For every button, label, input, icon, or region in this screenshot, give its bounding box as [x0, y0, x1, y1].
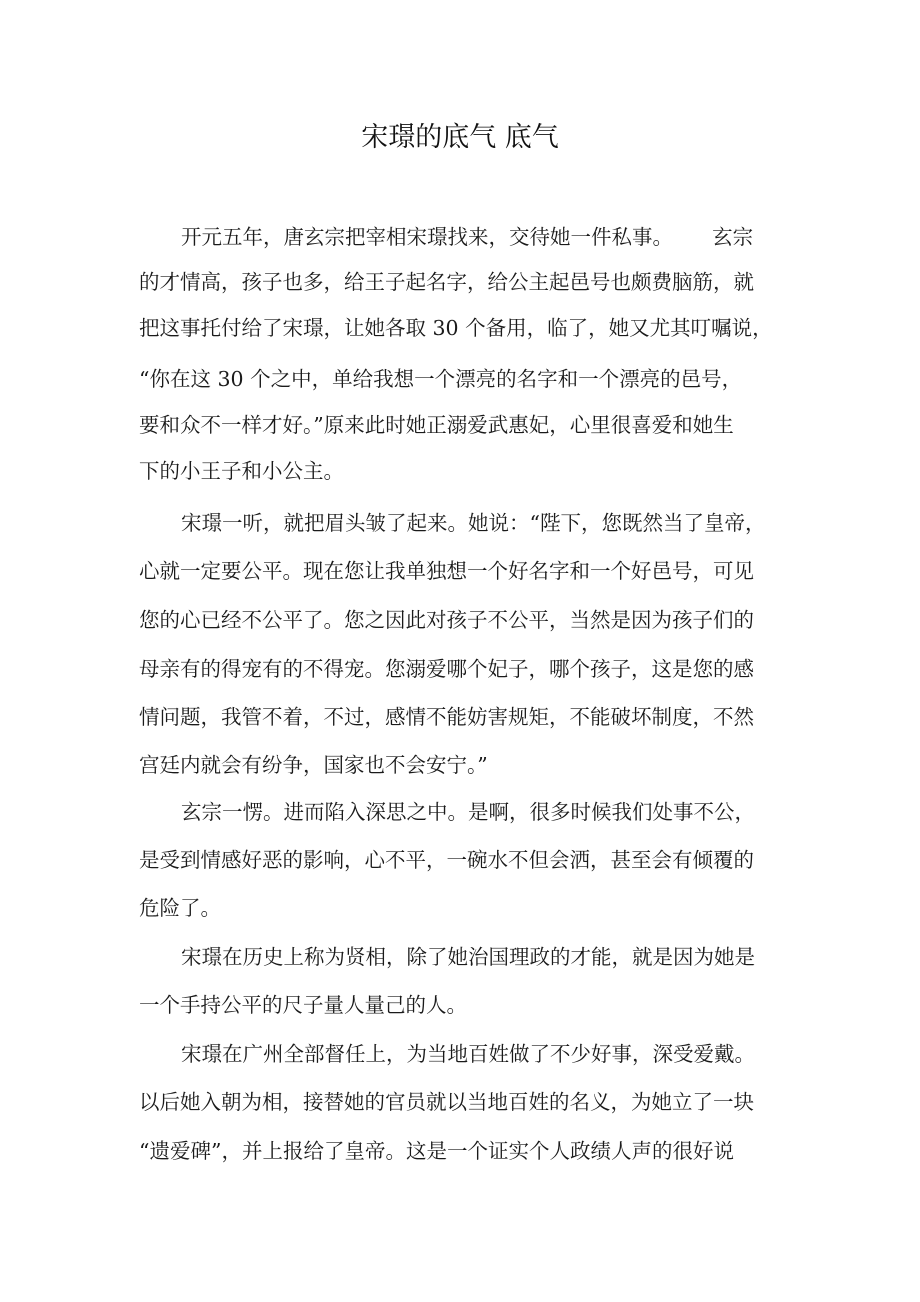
text-line: 下的小王子和小公主。 [139, 459, 344, 483]
text-line: 宋璟在历史上称为贤相，除了她治国理政的才能，就是因为她是 [181, 945, 755, 969]
text-line: 宋璟一听，就把眉头皱了起来。她说：“陛下，您既然当了皇帝， [181, 511, 766, 535]
text-line: “遗爱碑”，并上报给了皇帝。这是一个证实个人政绩人声的很好说 [139, 1139, 734, 1163]
text-line: 要和众不一样才好。”原来此时她正溺爱武惠妃，心里很喜爱和她生 [139, 413, 734, 437]
text-line: “你在这 30 个之中，单给我想一个漂亮的名字和一个漂亮的邑号， [139, 367, 743, 391]
text-line: 开元五年，唐玄宗把宰相宋璟找来，交待她一件私事。 玄宗 [181, 225, 754, 249]
text-line: 是受到情感好恶的影响，心不平，一碗水不但会洒，甚至会有倾覆的 [139, 848, 754, 872]
text-line: 母亲有的得宠有的不得宠。您溺爱哪个妃子，哪个孩子，这是您的感 [139, 657, 754, 681]
text-line: 情问题，我管不着，不过，感情不能妨害规矩，不能破坏制度，不然 [139, 705, 754, 729]
text-line: 的才情高，孩子也多，给王子起名字，给公主起邑号也颇费脑筋，就 [139, 270, 754, 294]
text-line: 一个手持公平的尺子量人量己的人。 [139, 993, 467, 1017]
text-line: 危险了。 [139, 896, 221, 920]
text-line: 宫廷内就会有纷争，国家也不会安宁。” [139, 753, 488, 777]
text-line: 玄宗一愣。进而陷入深思之中。是啊，很多时候我们处事不公， [181, 800, 755, 824]
text-line: 您的心已经不公平了。您之因此对孩子不公平，当然是因为孩子们的 [139, 608, 754, 632]
text-line: 宋璟在广州全部督任上，为当地百姓做了不少好事，深受爱戴。 [181, 1042, 755, 1066]
text-line: 以后她入朝为相，接替她的官员就以当地百姓的名义，为她立了一块 [139, 1090, 754, 1114]
document-title: 宋璟的底气 底气 [361, 122, 559, 153]
text-line: 把这事托付给了宋璟，让她各取 30 个备用，临了，她又尤其叮嘱说， [139, 316, 773, 340]
text-line: 心就一定要公平。现在您让我单独想一个好名字和一个好邑号，可见 [139, 559, 754, 583]
